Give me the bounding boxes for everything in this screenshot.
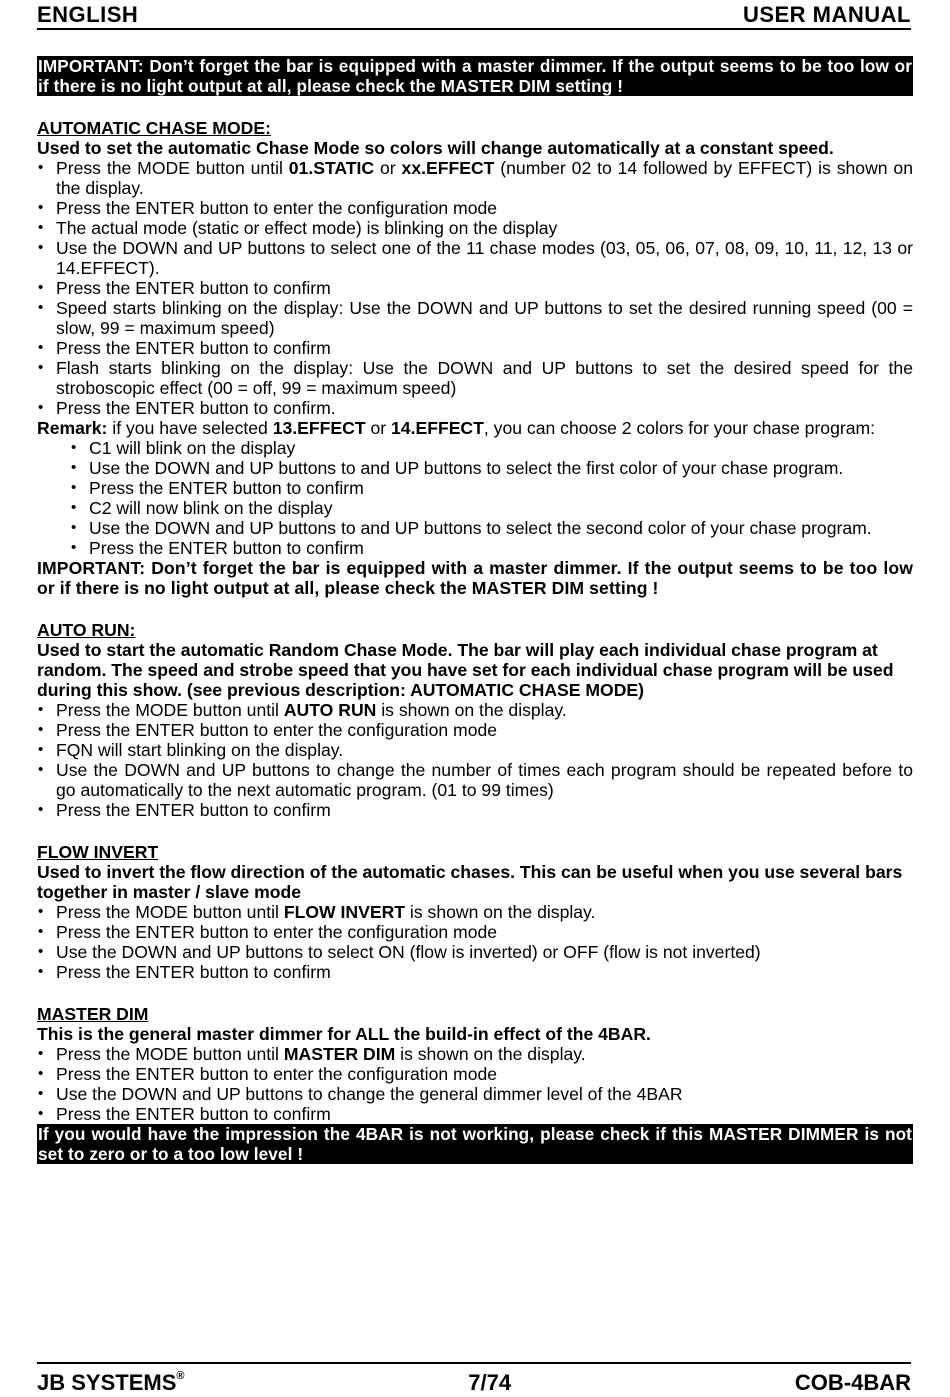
list-item: • Press the ENTER button to confirm <box>37 278 913 298</box>
top-important-note: IMPORTANT: Don’t forget the bar is equipped with a master dimmer. If the output seems to be too low or if there is no light output at all, please check the MASTER DIM setting ! <box>38 56 912 96</box>
list-item: • Use the DOWN and UP buttons to select one of the 11 chase modes (03, 05, 06, 07, 08, 09, 10, 11, 12, 13 or 14.EFFECT). <box>37 238 913 278</box>
steps-list <box>37 158 913 418</box>
list-item: • Press the ENTER button to enter the configuration mode <box>37 1064 913 1084</box>
section-title: FLOW INVERT <box>37 842 159 862</box>
section-master-dim <box>37 1004 913 1164</box>
list-item: • Press the MODE button until AUTO RUN is shown on the display. <box>37 700 913 720</box>
list-item: • Use the DOWN and UP buttons to change the general dimmer level of the 4BAR <box>37 1084 913 1104</box>
list-item: • Press the ENTER button to enter the configuration mode <box>37 922 913 942</box>
list-item: • Press the MODE button until 01.STATIC or xx.EFFECT (number 02 to 14 followed by EFFECT) is shown on the display. <box>37 158 913 198</box>
section-title: MASTER DIM <box>37 1004 149 1024</box>
list-item: • Press the MODE button until MASTER DIM is shown on the display. <box>37 1044 913 1064</box>
section-description: Used to set the automatic Chase Mode so colors will change automatically at a constant speed. <box>37 138 834 158</box>
list-item: • Use the DOWN and UP buttons to and UP buttons to select the first color of your chase program. <box>37 458 913 478</box>
list-item: • The actual mode (static or effect mode) is blinking on the display <box>37 218 913 238</box>
section-description: Used to invert the flow direction of the automatic chases. This can be useful when you use several bars together in master / slave mode <box>37 862 903 902</box>
list-item: • Press the MODE button until FLOW INVERT is shown on the display. <box>37 902 913 922</box>
list-item: • Flash starts blinking on the display: Use the DOWN and UP buttons to set the desired speed for the stroboscopic effect (00 = off, 99 = maximum speed) <box>37 358 913 398</box>
list-item: • Use the DOWN and UP buttons to change the number of times each program should be repeated before to go automatically to the next automatic program. (01 to 99 times) <box>37 760 913 800</box>
page-number: 7/74 <box>468 1370 512 1395</box>
page-content <box>37 56 913 1164</box>
bottom-warning-note: If you would have the impression the 4BAR is not working, please check if this MASTER DIMMER is not set to zero or to a too low level ! <box>38 1124 912 1164</box>
important-note: IMPORTANT: Don’t forget the bar is equipped with a master dimmer. If the output seems to be too low or if there is no light output at all, please check the MASTER DIM setting ! <box>37 558 913 598</box>
footer-model: COB-4BAR <box>794 1370 911 1395</box>
section-description: Used to start the automatic Random Chase Mode. The bar will play each individual chase program at random. The speed and strobe speed that you have set for each individual chase program will be used during this show. (see previous description: AUTOMATIC CHASE MODE) <box>37 640 894 700</box>
footer-brand: JB SYSTEMS® <box>37 1370 185 1395</box>
list-item: • Use the DOWN and UP buttons to select ON (flow is inverted) or OFF (flow is not inverted) <box>37 942 913 962</box>
sub-steps-list <box>37 438 913 558</box>
list-item: • Press the ENTER button to confirm <box>37 538 913 558</box>
remark: Remark: if you have selected 13.EFFECT or 14.EFFECT, you can choose 2 colors for your chase program: <box>37 418 876 438</box>
steps-list <box>37 1044 913 1124</box>
list-item: • Use the DOWN and UP buttons to and UP buttons to select the second color of your chase program. <box>37 518 913 538</box>
section-title: AUTOMATIC CHASE MODE: <box>37 118 271 138</box>
section-auto-run <box>37 620 913 820</box>
page-header <box>37 2 911 30</box>
list-item: • Press the ENTER button to enter the configuration mode <box>37 720 913 740</box>
list-item: • Press the ENTER button to confirm <box>37 1104 913 1124</box>
section-title: AUTO RUN: <box>37 620 136 640</box>
list-item: • Press the ENTER button to confirm <box>37 800 913 820</box>
header-title: USER MANUAL <box>742 2 911 27</box>
list-item: • Press the ENTER button to enter the configuration mode <box>37 198 913 218</box>
page-footer <box>37 1362 911 1396</box>
list-item: • C2 will now blink on the display <box>37 498 913 518</box>
list-item: • Press the ENTER button to confirm <box>37 478 913 498</box>
list-item: • Press the ENTER button to confirm <box>37 962 913 982</box>
section-description: This is the general master dimmer for ALL the build-in effect of the 4BAR. <box>37 1024 651 1044</box>
steps-list <box>37 700 913 820</box>
section-automatic-chase-mode <box>37 118 913 598</box>
list-item: • Press the ENTER button to confirm <box>37 338 913 358</box>
list-item: • C1 will blink on the display <box>37 438 913 458</box>
header-language: ENGLISH <box>37 2 139 27</box>
section-flow-invert <box>37 842 913 982</box>
list-item: • Speed starts blinking on the display: Use the DOWN and UP buttons to set the desired running speed (00 = slow, 99 = maximum speed) <box>37 298 913 338</box>
list-item: • FQN will start blinking on the display. <box>37 740 913 760</box>
steps-list <box>37 902 913 982</box>
list-item: • Press the ENTER button to confirm. <box>37 398 913 418</box>
